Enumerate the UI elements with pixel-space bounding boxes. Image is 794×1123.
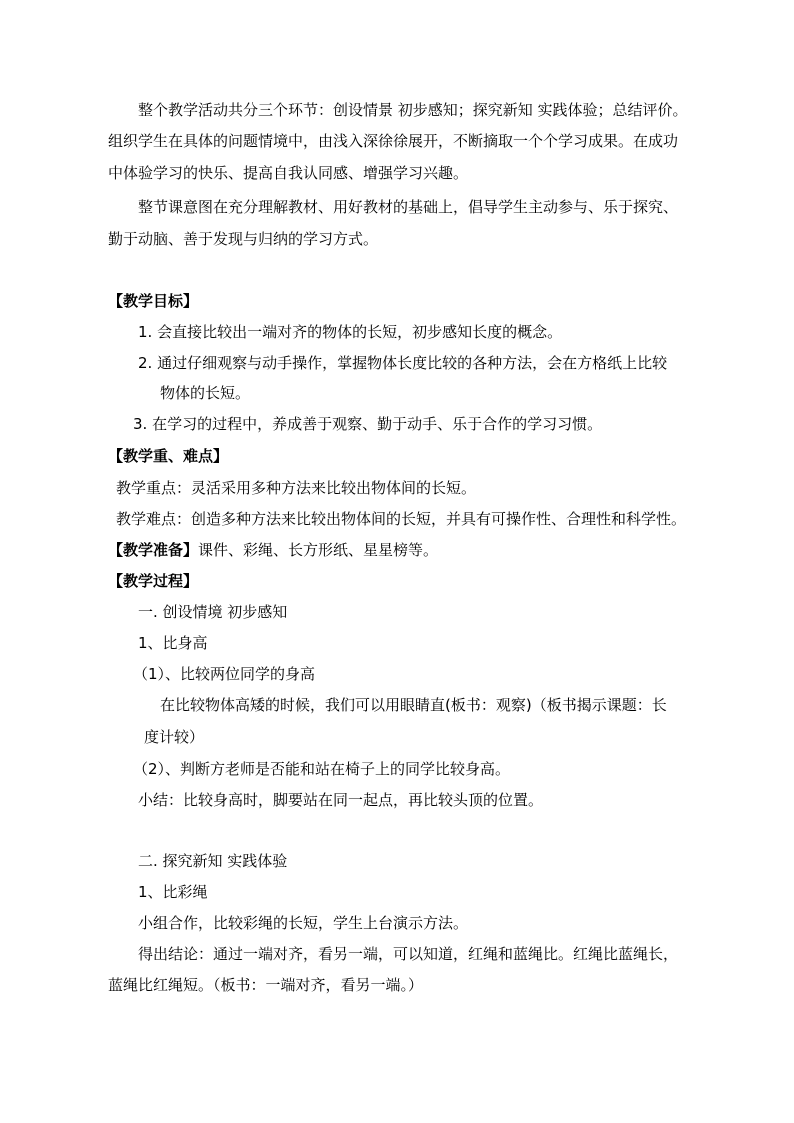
section2-sub1: 1、比彩绳 (138, 883, 208, 901)
intro-paragraph2-line1: 整节课意图在充分理解教材、用好教材的基础上，倡导学生主动参与、乐于探究、 (138, 198, 679, 216)
teaching-difficulty: 教学难点：创造多种方法来比较出物体间的长短，并具有可操作性、合理性和科学性。 (116, 510, 687, 528)
section1-summary: 小结：比较身高时，脚要站在同一起点，再比较头顶的位置。 (138, 791, 544, 809)
key-points-heading: 【教学重、难点】 (108, 447, 229, 465)
section1-step1: （1）、比较两位同学的身高 (133, 665, 316, 683)
section2-conclusion-line2: 蓝绳比红绳短。（板书：一端对齐，看另一端。） (108, 976, 424, 994)
intro-paragraph1-line1: 整个教学活动共分三个环节：创设情景 初步感知；探究新知 实践体验；总结评价。 (138, 101, 688, 119)
objectives-heading: 【教学目标】 (108, 292, 199, 310)
preparation-content: 课件、彩绳、长方形纸、星星榜等。 (198, 541, 439, 559)
teaching-focus: 教学重点：灵活采用多种方法来比较出物体间的长短。 (116, 479, 477, 497)
section1-step1-text-line2: 度计较） (144, 728, 205, 746)
intro-paragraph1-line3: 中体验学习的快乐、提高自我认同感、增强学习兴趣。 (108, 164, 469, 182)
section2-conclusion-line1: 得出结论：通过一端对齐，看另一端，可以知道，红绳和蓝绳比。红绳比蓝绳长， (138, 945, 679, 963)
preparation-heading: 【教学准备】 (108, 541, 199, 559)
process-heading: 【教学过程】 (108, 572, 199, 590)
section1-step2: （2）、判断方老师是否能和站在椅子上的同学比较身高。 (133, 760, 511, 778)
intro-paragraph2-line2: 勤于动脑、善于发现与归纳的学习方式。 (108, 230, 379, 248)
section2-title: 二. 探究新知 实践体验 (138, 852, 288, 870)
section2-text1: 小组合作，比较彩绳的长短，学生上台演示方法。 (138, 914, 469, 932)
section1-sub1: 1、比身高 (138, 634, 208, 652)
section1-title: 一. 创设情境 初步感知 (138, 603, 288, 621)
preparation-line (108, 540, 438, 560)
intro-paragraph1-line2: 组织学生在具体的问题情境中，由浅入深徐徐展开，不断摘取一个个学习成果。在成功 (108, 132, 679, 150)
objective-item-3: 3. 在学习的过程中，养成善于观察、勤于动手、乐于合作的学习习惯。 (133, 415, 603, 433)
section1-step1-text-line1: 在比较物体高矮的时候，我们可以用眼睛直(板书：观察)（板书揭示课题：长 (160, 696, 667, 714)
objective-item-1: 1. 会直接比较出一端对齐的物体的长短，初步感知长度的概念。 (138, 323, 563, 341)
objective-item-2-line1: 2. 通过仔细观察与动手操作，掌握物体长度比较的各种方法，会在方格纸上比较 (138, 354, 668, 372)
objective-item-2-line2: 物体的长短。 (160, 384, 251, 402)
